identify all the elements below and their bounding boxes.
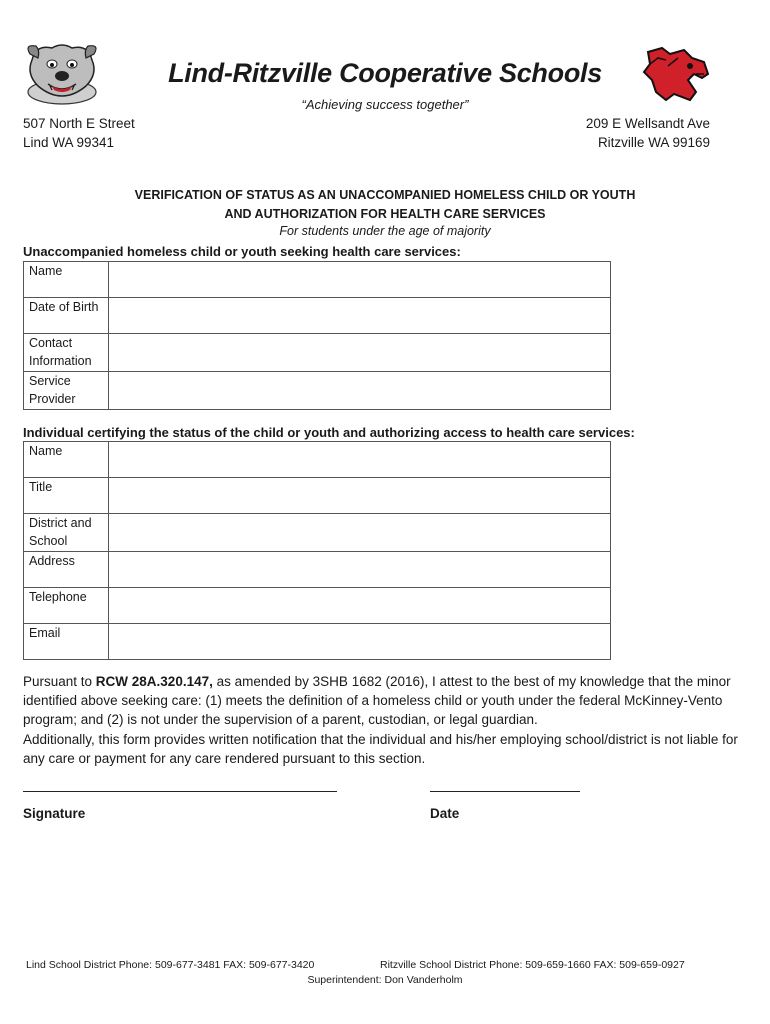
address-field[interactable] [109, 552, 611, 588]
table-row [24, 442, 611, 478]
student-name-label: Name [24, 262, 109, 298]
table-row [24, 334, 611, 372]
service-provider-field[interactable] [109, 372, 611, 410]
service-provider-label: Service Provider [24, 372, 109, 410]
telephone-field[interactable] [109, 588, 611, 624]
date-line[interactable] [430, 791, 580, 792]
form-subtitle: For students under the age of majority [279, 224, 491, 238]
address-label: Address [24, 552, 109, 588]
lind-address [23, 114, 135, 152]
lind-district-contact: Lind School District Phone: 509-677-3481 FAX: 509-677-3420 [26, 959, 315, 971]
ritzville-district-contact: Ritzville School District Phone: 509-659-1660 FAX: 509-659-0927 [380, 959, 685, 971]
form-title-line1: VERIFICATION OF STATUS AS AN UNACCOMPANIED HOMELESS CHILD OR YOUTH [134, 188, 636, 202]
form-title-line2: AND AUTHORIZATION FOR HEALTH CARE SERVICES [224, 207, 546, 221]
student-name-field[interactable] [109, 262, 611, 298]
email-field[interactable] [109, 624, 611, 660]
table-row [24, 624, 611, 660]
attestation-statement [23, 672, 753, 768]
table-row [24, 552, 611, 588]
certifier-info-table [23, 441, 611, 660]
certifier-title-field[interactable] [109, 478, 611, 514]
email-label: Email [24, 624, 109, 660]
lind-address-line1: 507 North E Street [23, 116, 135, 131]
telephone-label: Telephone [24, 588, 109, 624]
superintendent: Superintendent: Don Vanderholm [307, 974, 463, 986]
rcw-citation: RCW 28A.320.147, [95, 674, 213, 689]
student-contact-label: Contact Information [24, 334, 109, 372]
liability-paragraph: Additionally, this form provides written notification that the individual and his/her employing school/district is not liable for any care or payment for any care rendered pursuant to this section. [23, 731, 738, 766]
certifier-name-field[interactable] [109, 442, 611, 478]
ritzville-address-line2: Ritzville WA 99169 [597, 135, 710, 150]
attestation-paragraph [23, 672, 753, 730]
form-title [0, 186, 770, 224]
table-row [24, 298, 611, 334]
statement-prefix: Pursuant to [23, 674, 96, 689]
district-school-label: District and School [24, 514, 109, 552]
section2-heading: Individual certifying the status of the child or youth and authorizing access to health care services: [23, 425, 635, 440]
district-school-field[interactable] [109, 514, 611, 552]
table-row [24, 588, 611, 624]
date-label: Date [430, 806, 460, 821]
certifier-title-label: Title [24, 478, 109, 514]
section1-heading: Unaccompanied homeless child or youth seeking health care services: [23, 244, 461, 259]
school-motto: “Achieving success together” [301, 97, 469, 112]
student-contact-field[interactable] [109, 334, 611, 372]
table-row [24, 372, 611, 410]
signature-line[interactable] [23, 791, 337, 792]
ritzville-address-line1: 209 E Wellsandt Ave [585, 116, 710, 131]
lind-address-line2: Lind WA 99341 [23, 135, 115, 150]
table-row [24, 262, 611, 298]
table-row [24, 478, 611, 514]
student-dob-field[interactable] [109, 298, 611, 334]
student-dob-label: Date of Birth [24, 298, 109, 334]
certifier-name-label: Name [24, 442, 109, 478]
signature-label: Signature [23, 806, 86, 821]
statement-body: as amended by 3SHB 1682 (2016), I attest to the best of my knowledge that the minor identified above seeking care: (1) meets the definition of a homeless child or youth under the federal McKinney-Vento program; and (2) is not under the supervision of a parent, custodian, or legal guardian. [23, 674, 731, 728]
table-row [24, 514, 611, 552]
ritzville-address [586, 114, 710, 152]
student-info-table [23, 261, 611, 410]
school-name: Lind-Ritzville Cooperative Schools [168, 58, 602, 88]
